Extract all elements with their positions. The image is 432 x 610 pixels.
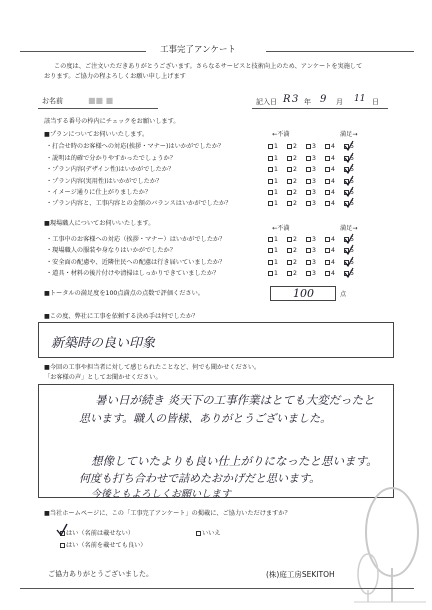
check-mark-icon [344, 267, 354, 278]
scale-option[interactable]: 5 [344, 200, 363, 208]
scale-option[interactable]: 3 [306, 270, 325, 278]
scale-option[interactable]: 1 [268, 270, 287, 278]
date-underline [252, 108, 388, 109]
check-mark-icon [344, 197, 354, 208]
check-mark-icon [344, 256, 354, 267]
plan-question-3: ・プラン内容(デザイン性)はいかがでしたか？ [46, 166, 175, 173]
plan-question-4: ・プラン内容(実用性)はいかがでしたか？ [46, 178, 163, 185]
scale-option[interactable]: 4 [325, 200, 344, 208]
scale-option[interactable]: 1 [268, 155, 287, 163]
scale-option[interactable]: 4 [325, 247, 344, 255]
scale-option[interactable]: 2 [287, 247, 306, 255]
total-label: ■トータルの満足度を100点満点の点数で評価ください。 [44, 290, 204, 297]
scale-option[interactable]: 3 [306, 143, 325, 151]
section-plan-scale-high: 満足→ [340, 131, 358, 138]
scale-option[interactable]: 4 [325, 166, 344, 174]
intro-line-2: おります。ご協力の程よろしくお願い申し上げます [44, 73, 186, 80]
scale-option[interactable]: 5 [344, 236, 363, 244]
feedback-label-2: 「お客様の声」としてお聞かせください。 [44, 374, 162, 381]
check-mark-icon [344, 244, 354, 255]
feedback-line-2: 思います。職人の皆様、ありがとうございました。 [79, 412, 332, 425]
check-mark-icon [344, 175, 354, 186]
section-plan-title: ■プランについてお伺いいたします。 [44, 131, 149, 138]
plan-question-5: ・イメージ通りに仕上がりましたか？ [46, 189, 152, 196]
staff-question-1: ・工事中のお客様への対応（挨拶・マナー）はいかがでしたか？ [46, 236, 226, 243]
scale-option[interactable]: 5 [344, 270, 363, 278]
check-mark-icon [344, 163, 354, 174]
reason-answer-box[interactable] [38, 322, 394, 358]
footer-company: (株)庭工房SEKITOH [266, 570, 335, 579]
scale-option[interactable]: 4 [325, 155, 344, 163]
section-plan-scale-low: ←不満 [272, 131, 290, 138]
tree-illustration [352, 478, 428, 606]
plan-question-1: ・打合せ時のお客様への対応(挨拶・マナー)はいかがでしたか？ [46, 143, 225, 150]
day-unit: 日 [372, 98, 379, 106]
section-staff-scale-low: ←不満 [272, 225, 290, 232]
consent-question: ■当社ホームページに、この「工事完了アンケート」の掲載に、ご協力いただけますか？ [44, 510, 291, 517]
plan-question-6: ・プラン内容と、工事内容との金額のバランスはいかがでしたか？ [46, 200, 232, 207]
scale-option[interactable]: 3 [306, 189, 325, 197]
scale-option[interactable]: 4 [325, 259, 344, 267]
scale-option[interactable]: 5 [344, 155, 363, 163]
name-underline [38, 108, 158, 109]
title-rule-left [20, 51, 146, 52]
year-value: 3 [292, 94, 299, 105]
scale-option[interactable]: 3 [306, 155, 325, 163]
year-unit: 年 [304, 98, 311, 106]
scale-option[interactable]: 1 [268, 189, 287, 197]
name-value: ■■ ■ [88, 96, 114, 105]
scale-option[interactable]: 1 [268, 143, 287, 151]
scale-option[interactable]: 4 [325, 236, 344, 244]
scale-option[interactable]: 2 [287, 189, 306, 197]
scale-option[interactable]: 2 [287, 259, 306, 267]
month-unit: 月 [336, 98, 343, 106]
check-mark-icon [344, 140, 354, 151]
scale-option[interactable]: 4 [325, 189, 344, 197]
scale-option[interactable]: 2 [287, 200, 306, 208]
footer-thanks: ご協力ありがとうございました。 [48, 570, 153, 578]
scale-option[interactable]: 2 [287, 236, 306, 244]
month-value: 9 [320, 94, 327, 105]
scale-option[interactable]: 3 [306, 200, 325, 208]
page-title: 工事完了アンケート [160, 45, 236, 55]
name-label: お名前 [42, 97, 63, 105]
consent-checkbox-3[interactable] [196, 531, 201, 536]
scale-option[interactable]: 1 [268, 178, 287, 186]
scale-option[interactable]: 5 [344, 189, 363, 197]
footer-rule [20, 588, 414, 589]
scale-option[interactable]: 2 [287, 270, 306, 278]
scale-option[interactable]: 2 [287, 166, 306, 174]
day-value: 11 [354, 94, 366, 104]
consent-option-3[interactable]: いいえ [196, 530, 221, 538]
scale-option[interactable]: 3 [306, 247, 325, 255]
scale-option[interactable]: 3 [306, 259, 325, 267]
check-mark-icon [344, 233, 354, 244]
scale-option[interactable]: 1 [268, 166, 287, 174]
scale-option[interactable]: 5 [344, 259, 363, 267]
scale-option[interactable]: 1 [268, 236, 287, 244]
section-staff-title: ■現場職人についてお伺いいたします。 [44, 220, 155, 227]
scale-option[interactable]: 4 [325, 270, 344, 278]
scale-option[interactable]: 2 [287, 143, 306, 151]
staff-question-4: ・道具・材料の後片付けや清掃はしっかりできていましたか？ [46, 270, 220, 277]
total-score-value: 100 [293, 287, 314, 300]
check-mark-icon [344, 186, 354, 197]
scale-option[interactable]: 2 [287, 155, 306, 163]
reason-answer-text: 新築時の良い印象 [51, 336, 156, 351]
feedback-label-1: ■今回の工事や担当者に対して感じられたことなど、何でも聞かせください。 [44, 364, 261, 371]
consent-check-mark [55, 523, 69, 537]
feedback-box[interactable] [38, 384, 394, 498]
staff-question-2: ・現場職人の服装や身なりはいかがでしたか？ [46, 247, 176, 254]
feedback-line-1: 暑い日が続き 炎天下の工事作業はとても大変だったと [95, 393, 375, 407]
check-mark-icon [344, 152, 354, 163]
scale-option[interactable]: 5 [344, 166, 363, 174]
feedback-line-3: 想像していたよりも良い仕上がりになったと思います。 [91, 454, 378, 468]
plan-question-2: ・説明は的確で分かりやすかったでしょうか？ [46, 155, 176, 162]
section-staff-scale-high: 満足→ [340, 225, 358, 232]
title-rule-right [266, 51, 414, 52]
era-value: R [283, 94, 291, 105]
total-unit: 点 [340, 291, 347, 298]
scale-option[interactable]: 5 [344, 143, 363, 151]
consent-checkbox-2[interactable] [60, 543, 65, 548]
intro-line-1: この度は、ご注文いただきありがとうございます。さらなるサービスと技術向上のため、アンケートを実施して [54, 63, 363, 70]
scale-option[interactable]: 1 [268, 259, 287, 267]
scale-option[interactable]: 1 [268, 200, 287, 208]
instruction: 該当する番号の枠内にチェックをお願いします。 [44, 118, 180, 125]
scale-option[interactable]: 2 [287, 178, 306, 186]
scale-option[interactable]: 4 [325, 143, 344, 151]
scale-option[interactable]: 5 [344, 178, 363, 186]
scale-option[interactable]: 1 [268, 247, 287, 255]
consent-option-1[interactable]: はい（名前は載せない） [60, 530, 134, 538]
scale-option[interactable]: 5 [344, 247, 363, 255]
scale-option[interactable]: 3 [306, 166, 325, 174]
scale-option[interactable]: 4 [325, 178, 344, 186]
staff-question-3: ・安全面の配慮や、近隣住民への配慮は行き届いていましたか？ [46, 259, 226, 266]
reason-label: ■この度、弊社に工事を依頼する決め手は何でしたか？ [44, 313, 199, 320]
feedback-line-5: 今後ともよろしくお願いします [91, 489, 231, 500]
scale-option[interactable]: 3 [306, 178, 325, 186]
consent-option-2[interactable]: はい（名前を載せても良い） [60, 542, 146, 550]
feedback-line-4: 何度も打ち合わせで詰めたおかげだと思います。 [79, 472, 321, 485]
date-label: 記入日 [256, 98, 277, 106]
scale-option[interactable]: 3 [306, 236, 325, 244]
total-score-field[interactable] [270, 286, 336, 301]
